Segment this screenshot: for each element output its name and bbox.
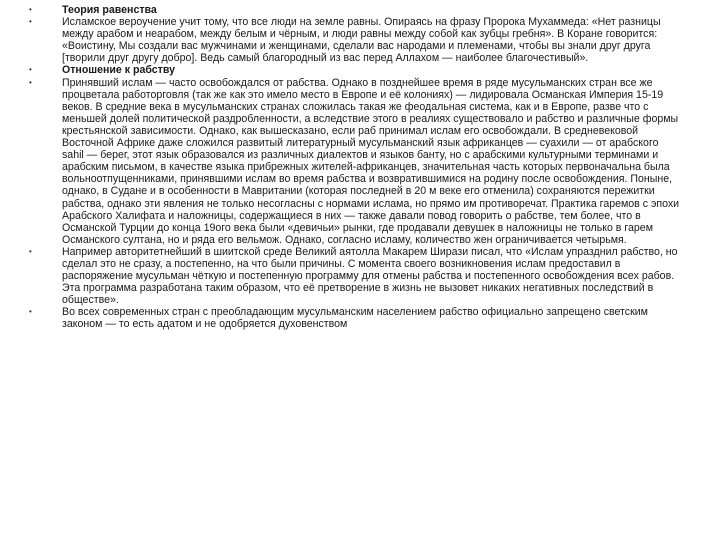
bullet-item-shirazi-text — [28, 246, 682, 306]
bullet-item-heading-equality — [28, 4, 682, 16]
heading-attitude-to-slavery: Отношение к рабству — [62, 64, 175, 77]
bullet-icon: • — [29, 307, 32, 317]
bullet-item-slavery-text — [28, 77, 682, 246]
bullet-icon: • — [29, 65, 32, 75]
bullet-icon: • — [29, 77, 32, 87]
bullet-item-equality-text — [28, 16, 682, 64]
paragraph-slavery: Принявший ислам — часто освобождался от рабства. Однако в позднейшее время в ряде мусульманских стран все же процветала работорговля (так же как это имело место в Европе и её колониях) — лидировала Османская Империя 15-19 веков. В средние века в мусульманских странах сложилась такая же феодальная система, как и в Европе, разве что с меньшей долей политической раздробленности, а вследствие этого в реалиях существовало и рабство и различные формы крестьянской зависимости. Однако, как вышесказано, если раб принимал ислам его освобождали. В средневековой Восточной Африке даже сложился развитый литературный мусульманский язык африканцев — суахили — от арабского sahil — берег, этот язык образовался из различных диалектов и языков банту, но с арабскими культурными терминами и арабским письмом, в качестве языка прибрежных жителей-африканцев, значительная часть которых первоначальна была вольноотпущенниками, принявшими ислам во время рабства и возвратившимися на родину после освобождения. Поныне, однако, в Судане и в особенности в Мавритании (которая последней в 20 м веке его отменила) сохраняются пережитки рабства, однако эти явления не только несогласны с нормами ислама, но прямо им противоречат. Практика гаремов с эпохи Арабского Халифата и наложницы, содержащиеся в них — также давали повод говорить о рабстве, тем более, что в Османской Турции до конца 19ого века были «девичьи» рынки, где продавали девушек в наложницы не только в гарем Османского султана, но и ряда его вельмож. Однако, согласно исламу, количество жен ограничивается четырьмя. — [62, 76, 680, 246]
bullet-icon: • — [29, 17, 32, 27]
paragraph-shirazi-quote: Например авторитетнейший в шиитской среде Великий аятолла Макарем Ширази писал, что «Ислам упразднил рабство, но сделал это не сразу, а постепенно, на что были причины. С момента своего возникновения ислам предоставил в распоряжение мусульман чёткую и постепенную программу для отмены рабства и постепенного освобождения всех рабов. Эта программа разработана таким образом, что её претворение в жизнь не вызовет никаких негативных последствий в обществе». — [62, 245, 678, 307]
heading-equality-theory: Теория равенства — [62, 4, 157, 16]
bullet-icon: • — [29, 246, 32, 256]
bullet-list — [28, 4, 682, 331]
bullet-item-modern-text — [28, 306, 682, 330]
bullet-icon: • — [29, 5, 32, 14]
paragraph-modern-states: Во всех современных стран с преобладающим мусульманским населением рабство официально запрещено светским законом — то есть адатом и не одобряется духовенством — [62, 306, 648, 331]
bullet-item-heading-slavery — [28, 64, 682, 76]
paragraph-equality: Исламское вероучение учит тому, что все люди на земле равны. Опираясь на фразу Пророка Мухаммеда: «Нет разницы между арабом и неарабом, между белым и чёрным, и люди равны между собой как зубцы гребня». В Коране говорится: «Воистину, Мы создали вас мужчинами и женщинами, сделали вас народами и племенами, чтобы вы знали друг друга [творили друг другу добро]. Ведь самый благородный из вас перед Аллахом — наиболее благочестивый». — [62, 16, 661, 65]
